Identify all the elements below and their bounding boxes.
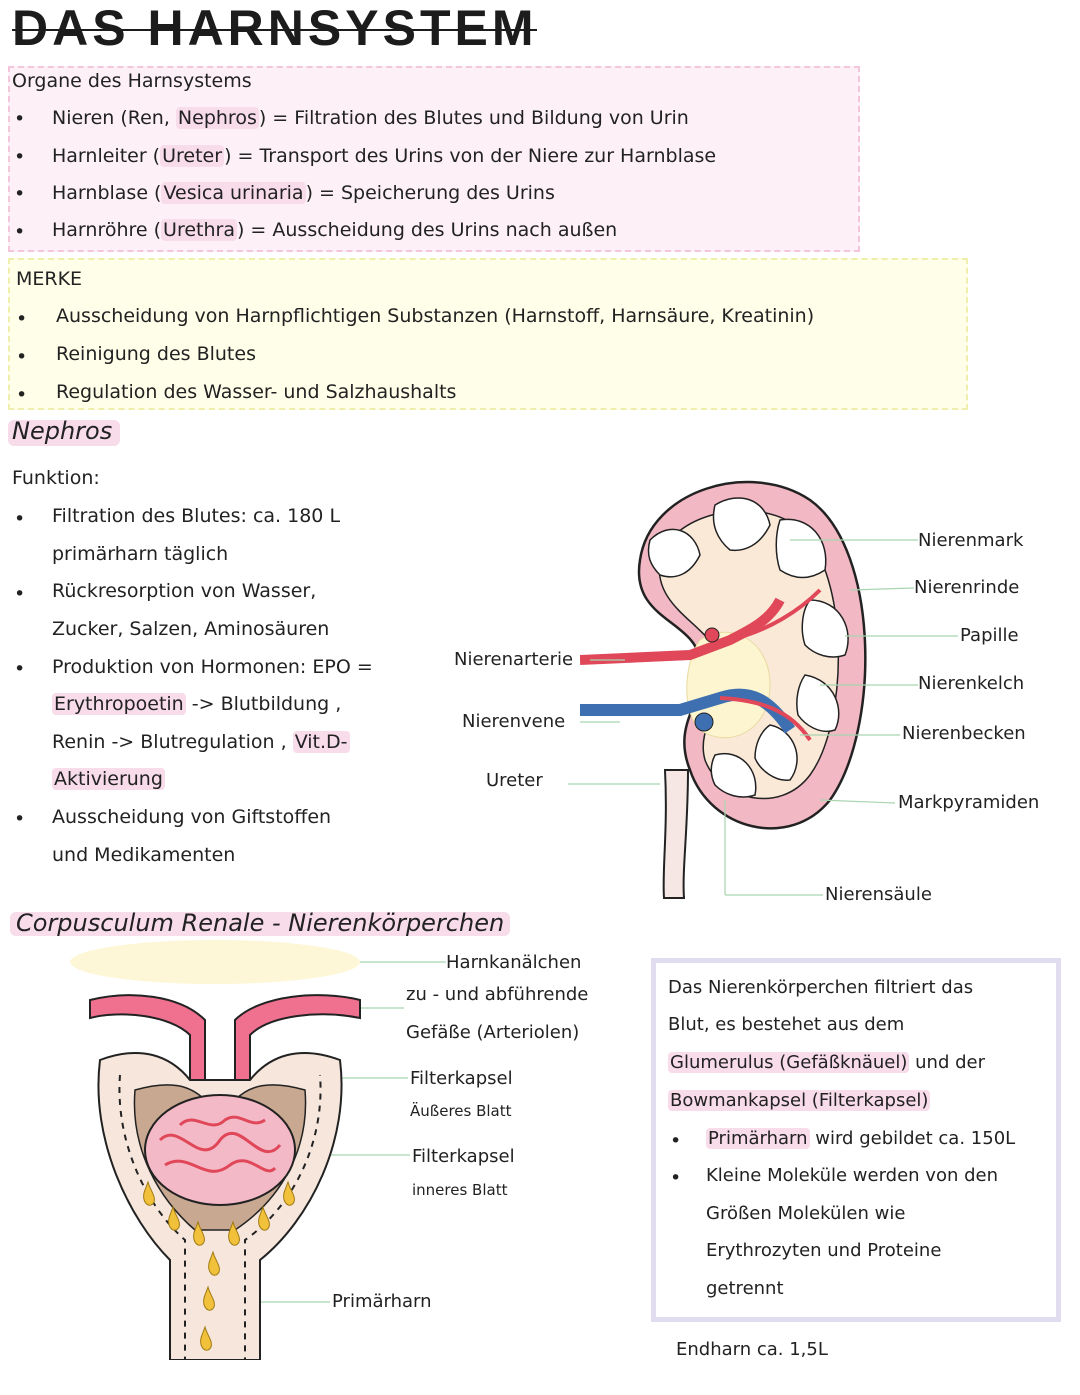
- info-line-4: Bowmankapsel (Filterkapsel): [670, 1090, 929, 1111]
- merke-item-2: Reinigung des Blutes: [56, 343, 256, 365]
- label-nierenbecken: Nierenbecken: [902, 723, 1026, 744]
- bullet: •: [670, 1167, 682, 1189]
- organ-item-2: Harnleiter ( Ureter ) = Transport des Urins von der Niere zur Harnblase: [52, 145, 717, 167]
- bullet: •: [14, 583, 26, 605]
- bullet: •: [14, 108, 26, 130]
- nephros-line-8: Aktivierung: [54, 768, 163, 790]
- bullet: •: [14, 221, 26, 243]
- label-aeusseres-blatt: Äußeres Blatt: [410, 1102, 512, 1120]
- info-line-2: Blut, es bestehet aus dem: [668, 1014, 905, 1035]
- nephros-line-6: Erythropoetin -> Blutbildung ,: [54, 693, 342, 715]
- label-papille: Papille: [960, 625, 1019, 646]
- nephros-line-2: primärharn täglich: [52, 543, 229, 565]
- organs-heading: Organe des Harnsystems: [12, 70, 252, 92]
- nephros-line-1: Filtration des Blutes: ca. 180 L: [52, 505, 341, 527]
- info-bullet-2a: Kleine Moleküle werden von den: [706, 1165, 998, 1186]
- bullet: •: [14, 808, 26, 830]
- label-ureter: Ureter: [486, 770, 543, 791]
- info-bullet-2b: Größen Molekülen wie: [706, 1203, 906, 1224]
- bullet: •: [14, 658, 26, 680]
- nephros-line-4: Zucker, Salzen, Aminosäuren: [52, 618, 330, 640]
- bullet: •: [14, 146, 26, 168]
- bullet: •: [14, 183, 26, 205]
- organ-item-4: Harnröhre ( Urethra ) = Ausscheidung des Urins nach außen: [52, 219, 618, 241]
- label-filterkapsel-innen: Filterkapsel: [412, 1146, 515, 1167]
- merke-item-3: Regulation des Wasser- und Salzhaushalts: [56, 381, 457, 403]
- bullet: •: [670, 1130, 682, 1152]
- label-nierensaeule: Nierensäule: [825, 884, 932, 905]
- info-bullet-2d: getrennt: [706, 1278, 784, 1299]
- corpusculum-heading: Corpusculum Renale - Nierenkörperchen: [16, 909, 505, 937]
- endharn-note: Endharn ca. 1,5L: [676, 1339, 828, 1360]
- label-primaerharn: Primärharn: [332, 1291, 432, 1312]
- label-nierenarterie: Nierenarterie: [454, 649, 574, 670]
- label-harnkanaelchen: Harnkanälchen: [446, 952, 582, 973]
- organ-item-3: Harnblase ( Vesica urinaria ) = Speicherung des Urins: [52, 182, 555, 204]
- nephros-line-7: Renin -> Blutregulation , Vit.D-: [52, 731, 348, 753]
- label-nierenkelch: Nierenkelch: [918, 673, 1025, 694]
- nephros-line-9: Ausscheidung von Giftstoffen: [52, 806, 332, 828]
- info-bullet-1: Primärharn wird gebildet ca. 150L: [708, 1128, 1016, 1149]
- bullet: •: [16, 346, 28, 368]
- merke-item-1: Ausscheidung von Harnpflichtigen Substanzen (Harnstoff, Harnsäure, Kreatinin): [56, 305, 815, 327]
- corpusculum-illustration: [70, 940, 370, 1360]
- nephros-line-5: Produktion von Hormonen: EPO =: [52, 656, 373, 678]
- nephros-line-3: Rückresorption von Wasser,: [52, 580, 317, 602]
- label-filterkapsel-aussen: Filterkapsel: [410, 1068, 513, 1089]
- page-title: DAS HARNSYSTEM: [12, 0, 538, 50]
- label-nierenrinde: Nierenrinde: [914, 577, 1020, 598]
- nephros-heading: Nephros: [12, 417, 113, 445]
- bullet: •: [14, 508, 26, 530]
- funktion-label: Funktion:: [12, 467, 100, 489]
- bullet: •: [16, 308, 28, 330]
- info-line-3: Glumerulus (Gefäßknäuel) und der: [670, 1052, 985, 1073]
- label-markpyramiden: Markpyramiden: [898, 792, 1040, 813]
- merke-heading: MERKE: [16, 268, 83, 290]
- nephros-line-10: und Medikamenten: [52, 844, 236, 866]
- info-bullet-2c: Erythrozyten und Proteine: [706, 1240, 942, 1261]
- organ-item-1: Nieren (Ren, Nephros ) = Filtration des Blutes und Bildung von Urin: [52, 107, 689, 129]
- label-nierenvene: Nierenvene: [462, 711, 566, 732]
- label-nierenmark: Nierenmark: [918, 530, 1024, 551]
- label-gefaesse-1: zu - und abführende: [406, 984, 589, 1005]
- info-line-1: Das Nierenkörperchen filtriert das: [668, 977, 974, 998]
- bullet: •: [16, 384, 28, 406]
- label-gefaesse-2: Gefäße (Arteriolen): [406, 1022, 580, 1043]
- label-inneres-blatt: inneres Blatt: [412, 1181, 508, 1199]
